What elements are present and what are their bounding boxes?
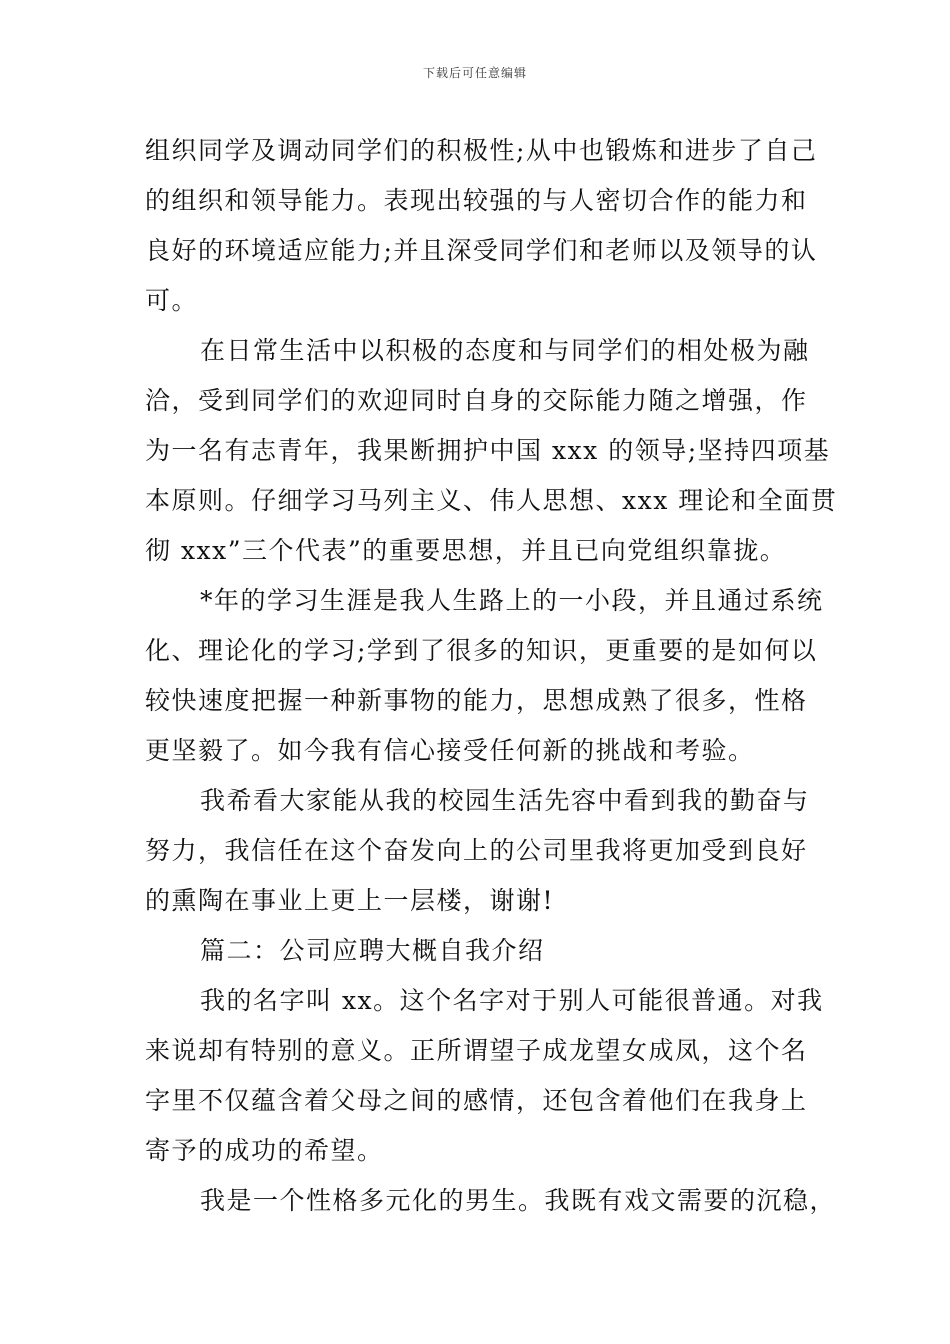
text-line: 我是一个性格多元化的男生。我既有戏文需要的沉稳， <box>200 1186 837 1215</box>
text-line: 来说却有特别的意义。正所谓望子成龙望女成凤，这个名 <box>145 1036 808 1065</box>
paragraph-6 <box>145 976 824 1176</box>
text-line: 我希看大家能从我的校园生活先容中看到我的勤奋与 <box>200 786 810 815</box>
text-line: *年的学习生涯是我人生路上的一小段，并且通过系统 <box>200 586 824 615</box>
paragraph-7 <box>145 1176 837 1226</box>
text-line: 彻 xxx”三个代表”的重要思想，并且已向党组织靠拢。 <box>145 536 787 565</box>
text-line: 洽，受到同学们的欢迎同时自身的交际能力随之增强，作 <box>145 386 808 415</box>
text-line: 为一名有志青年，我果断拥护中国 xxx 的领导;坚持四项基 <box>145 436 831 465</box>
text-line: 本原则。仔细学习马列主义、伟人思想、xxx 理论和全面贯 <box>145 486 838 515</box>
paragraph-3 <box>145 576 824 776</box>
text-line: 我的名字叫 xx。这个名字对于别人可能很普通。对我 <box>200 986 824 1015</box>
text-line: 寄予的成功的希望。 <box>145 1136 384 1165</box>
paragraph-2 <box>145 326 838 576</box>
section-heading <box>145 926 810 976</box>
text-line: 较快速度把握一种新事物的能力，思想成熟了很多，性格 <box>145 686 808 715</box>
text-line: 字里不仅蕴含着父母之间的感情，还包含着他们在我身上 <box>145 1086 808 1115</box>
text-line: 可。 <box>145 286 199 315</box>
page-header: 下载后可任意编辑 <box>422 66 527 80</box>
text-line: 组织同学及调动同学们的积极性;从中也锻炼和进步了自己 <box>145 136 818 165</box>
text-line: 更坚毅了。如今我有信心接受任何新的挑战和考验。 <box>145 736 755 765</box>
text-line: 的熏陶在事业上更上一层楼，谢谢! <box>145 886 555 915</box>
paragraph-1 <box>145 126 818 326</box>
text-line: 化、理论化的学习;学到了很多的知识，更重要的是如何以 <box>145 636 818 665</box>
document-body <box>145 126 838 1226</box>
text-line: 良好的环境适应能力;并且深受同学们和老师以及领导的认 <box>145 236 818 265</box>
paragraph-4 <box>145 776 810 926</box>
text-line: 篇二：公司应聘大概自我介绍 <box>200 936 545 965</box>
text-line: 努力，我信任在这个奋发向上的公司里我将更加受到良好 <box>145 836 808 865</box>
text-line: 的组织和领导能力。表现出较强的与人密切合作的能力和 <box>145 186 808 215</box>
text-line: 在日常生活中以积极的态度和与同学们的相处极为融 <box>200 336 810 365</box>
